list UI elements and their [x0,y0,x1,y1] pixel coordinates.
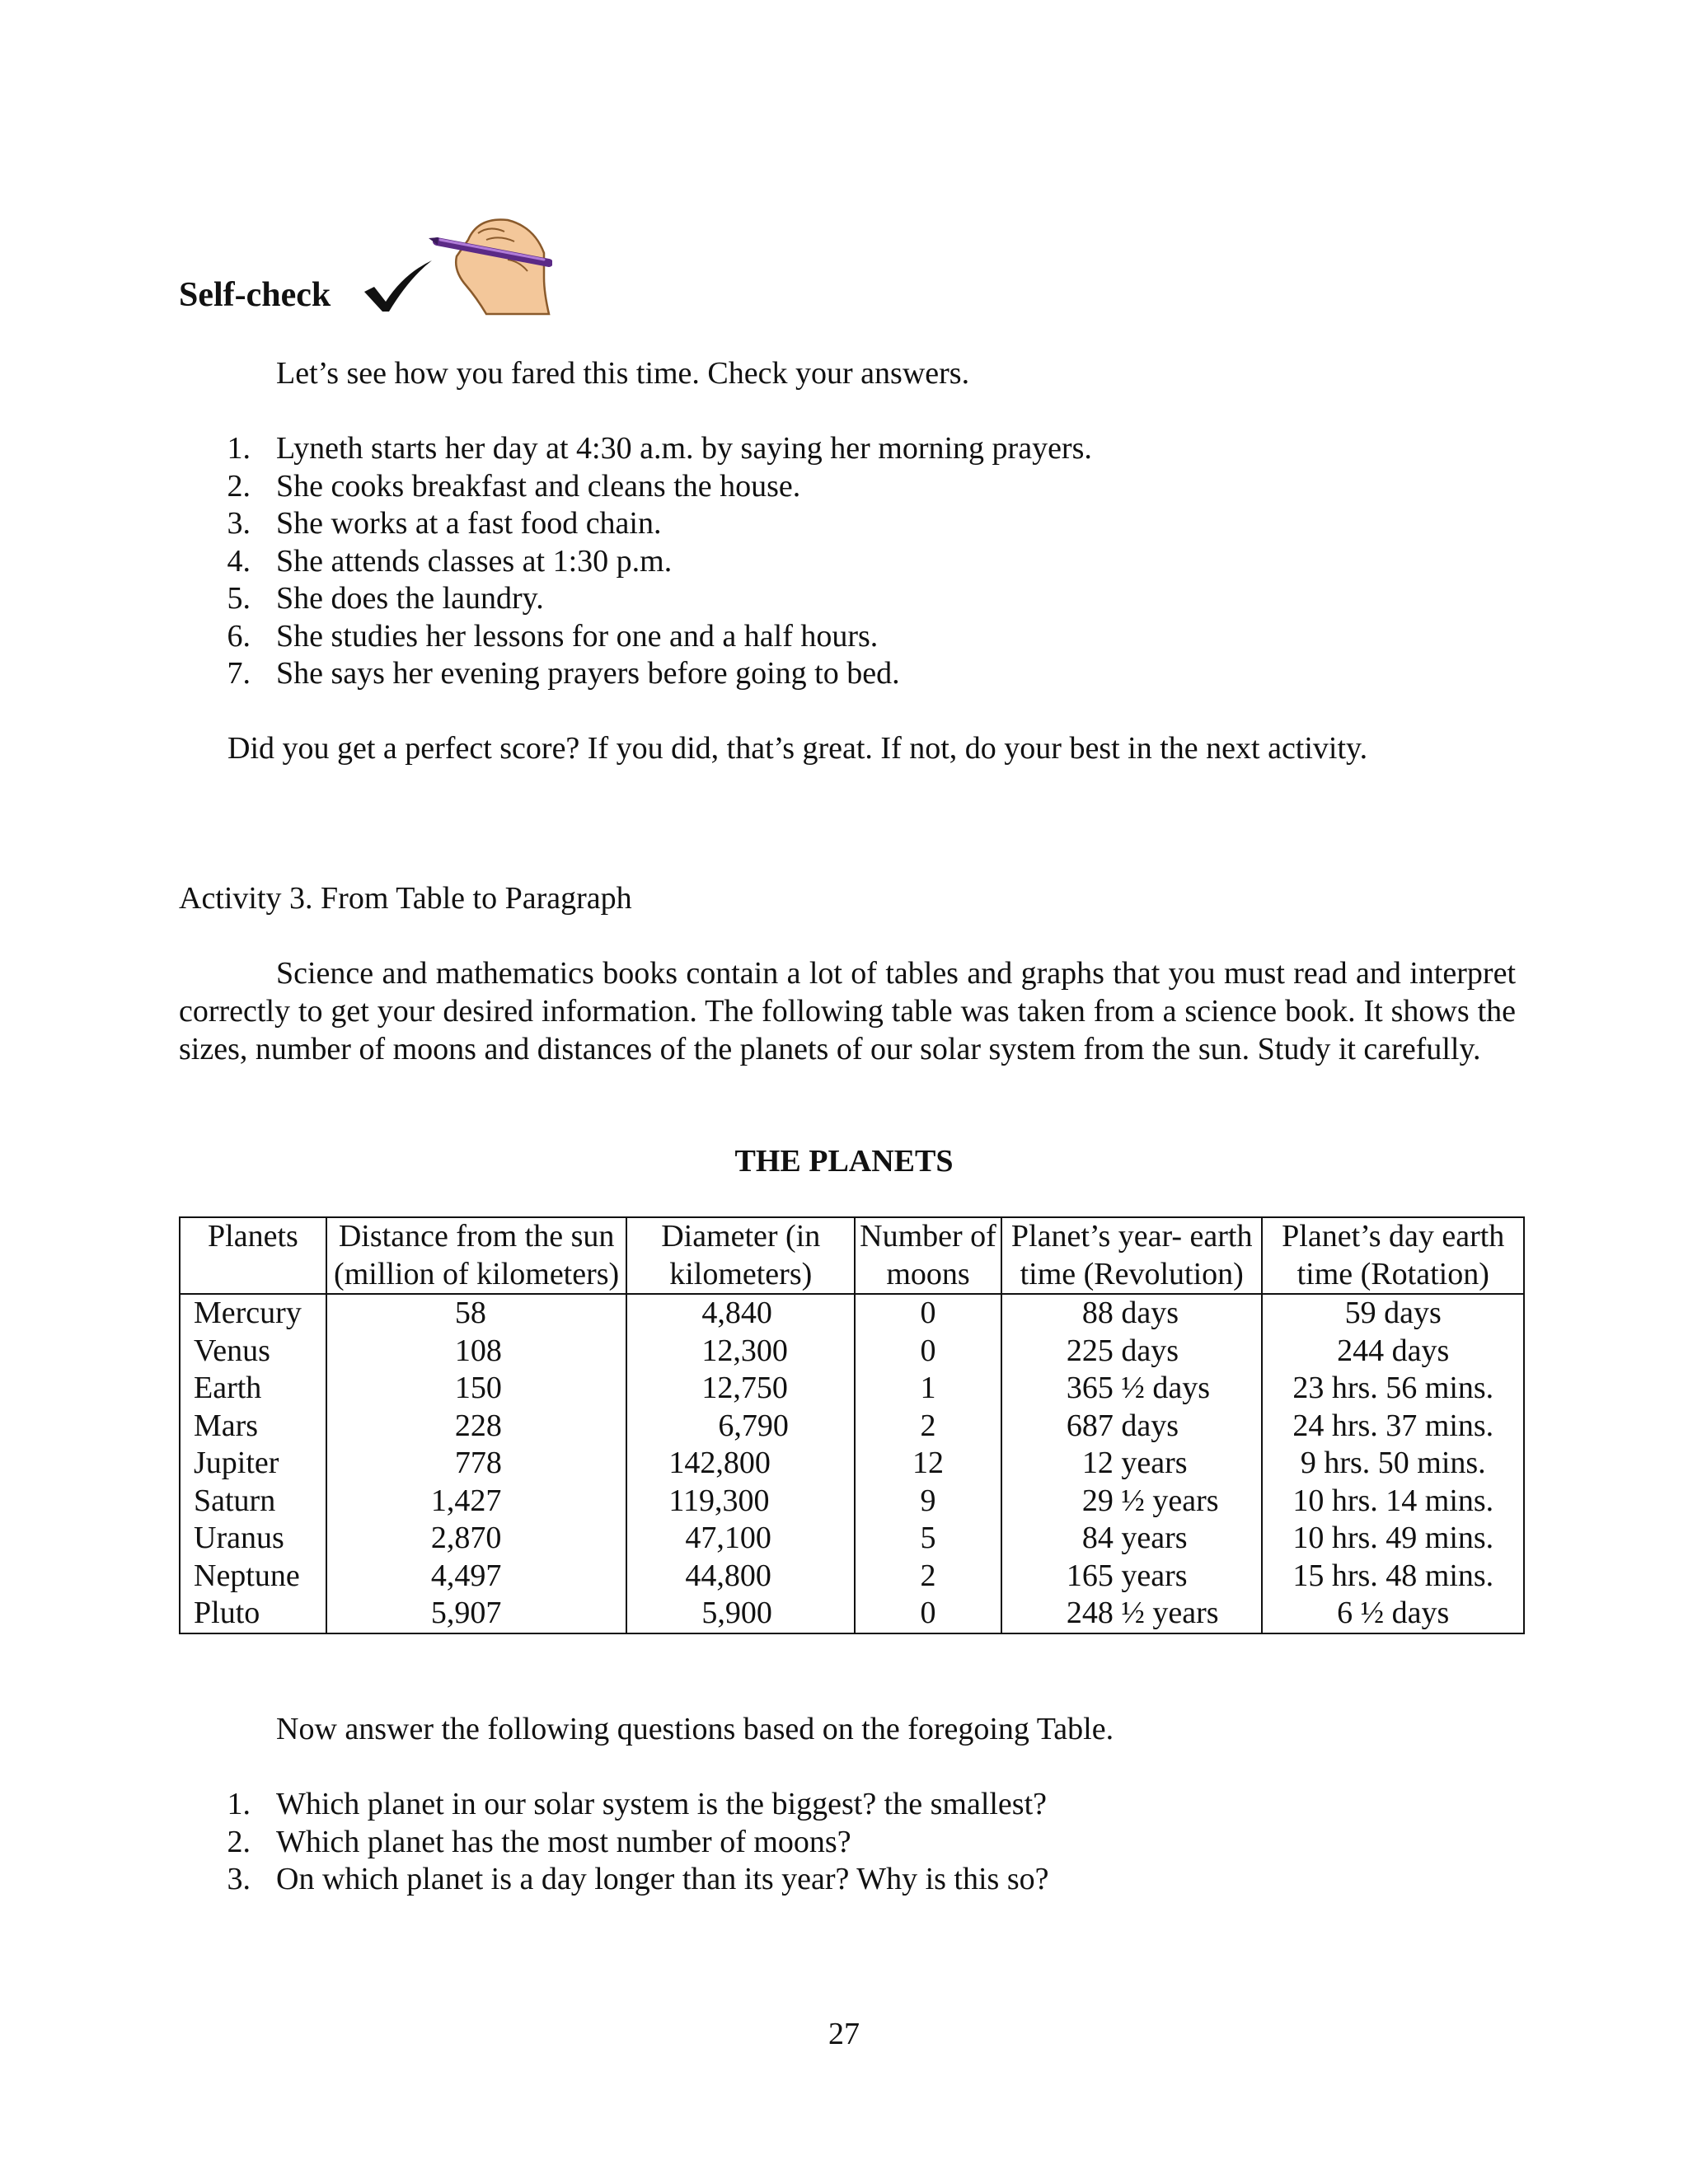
planet-name: Earth [180,1370,326,1408]
activity-title: Activity 3. From Table to Paragraph [179,881,632,916]
year-cell: 88 days [1001,1294,1263,1333]
writing-hand-icon [429,210,552,317]
list-number: 3. [227,506,251,541]
answer-text: She cooks breakfast and cleans the house. [276,469,801,504]
diameter-cell: 142,800 [626,1445,855,1483]
answer-text: Lyneth starts her day at 4:30 a.m. by saying her morning prayers. [276,431,1092,466]
moons-cell: 2 [855,1558,1001,1596]
table-header-row [180,1217,1524,1294]
questions-intro: Now answer the following questions based on the foregoing Table. [276,1712,1114,1746]
column-header: Diameter (in kilometers) [626,1217,855,1294]
moons-cell: 1 [855,1370,1001,1408]
year-cell: 29 ½ years [1001,1483,1263,1521]
list-number: 1. [227,431,251,466]
list-number: 6. [227,619,251,654]
day-cell: 59 days [1262,1294,1524,1333]
year-cell: 84 years [1001,1520,1263,1558]
checkmark-icon [361,257,435,315]
planet-name: Pluto [180,1595,326,1633]
distance-cell: 150 [326,1370,626,1408]
year-cell: 248 ½ years [1001,1595,1263,1633]
distance-cell: 4,497 [326,1558,626,1596]
moons-cell: 5 [855,1520,1001,1558]
list-number: 5. [227,581,251,616]
table-row [180,1595,1524,1633]
diameter-cell: 44,800 [626,1558,855,1596]
planet-name: Saturn [180,1483,326,1521]
diameter-cell: 6,790 [626,1408,855,1446]
day-cell: 23 hrs. 56 mins. [1262,1370,1524,1408]
answer-text: She says her evening prayers before going to bed. [276,656,900,691]
column-header: Distance from the sun (million of kilometers) [326,1217,626,1294]
day-cell: 10 hrs. 49 mins. [1262,1520,1524,1558]
list-number: 2. [227,469,251,504]
column-header: Planet’s day earth time (Rotation) [1262,1217,1524,1294]
year-cell: 365 ½ days [1001,1370,1263,1408]
answer-text: She attends classes at 1:30 p.m. [276,544,673,579]
table-row [180,1483,1524,1521]
planet-name: Uranus [180,1520,326,1558]
list-number: 1. [227,1787,251,1821]
diameter-cell: 119,300 [626,1483,855,1521]
diameter-cell: 12,300 [626,1333,855,1371]
day-cell: 10 hrs. 14 mins. [1262,1483,1524,1521]
distance-cell: 2,870 [326,1520,626,1558]
moons-cell: 2 [855,1408,1001,1446]
answer-text: She works at a fast food chain. [276,506,662,541]
planets-table [179,1216,1525,1634]
planet-name: Neptune [180,1558,326,1596]
list-number: 2. [227,1825,251,1859]
planet-name: Mars [180,1408,326,1446]
moons-cell: 0 [855,1294,1001,1333]
list-number: 7. [227,656,251,691]
distance-cell: 5,907 [326,1595,626,1633]
table-row [180,1445,1524,1483]
question-text: Which planet has the most number of moons? [276,1825,851,1859]
planet-name: Venus [180,1333,326,1371]
self-check-title: Self-check [179,276,331,314]
moons-cell: 12 [855,1445,1001,1483]
diameter-cell: 47,100 [626,1520,855,1558]
self-check-closing: Did you get a perfect score? If you did, that’s great. If not, do your best in the next activity. [227,731,1368,766]
distance-cell: 778 [326,1445,626,1483]
activity-paragraph-text: Science and mathematics books contain a lot of tables and graphs that you must read and interpret correctly to get your desired information. The following table was taken from a science book. It shows the sizes, number of moons and distances of the planets of our solar system from the sun. Study it carefully. [179,956,1516,1066]
distance-cell: 1,427 [326,1483,626,1521]
diameter-cell: 4,840 [626,1294,855,1333]
distance-cell: 228 [326,1408,626,1446]
question-text: Which planet in our solar system is the biggest? the smallest? [276,1787,1048,1821]
year-cell: 165 years [1001,1558,1263,1596]
day-cell: 15 hrs. 48 mins. [1262,1558,1524,1596]
moons-cell: 0 [855,1595,1001,1633]
column-header: Number of moons [855,1217,1001,1294]
table-row [180,1408,1524,1446]
list-number: 3. [227,1862,251,1896]
diameter-cell: 12,750 [626,1370,855,1408]
day-cell: 9 hrs. 50 mins. [1262,1445,1524,1483]
day-cell: 244 days [1262,1333,1524,1371]
planet-name: Jupiter [180,1445,326,1483]
moons-cell: 0 [855,1333,1001,1371]
moons-cell: 9 [855,1483,1001,1521]
self-check-intro: Let’s see how you fared this time. Check your answers. [276,356,970,391]
question-text: On which planet is a day longer than its year? Why is this so? [276,1862,1049,1896]
table-row [180,1520,1524,1558]
distance-cell: 108 [326,1333,626,1371]
list-number: 4. [227,544,251,579]
table-row [180,1333,1524,1371]
column-header: Planet’s year- earth time (Revolution) [1001,1217,1263,1294]
year-cell: 225 days [1001,1333,1263,1371]
answer-text: She studies her lessons for one and a half hours. [276,619,879,654]
planet-name: Mercury [180,1294,326,1333]
column-header: Planets [180,1217,326,1294]
answer-text: She does the laundry. [276,581,544,616]
diameter-cell: 5,900 [626,1595,855,1633]
year-cell: 687 days [1001,1408,1263,1446]
table-row [180,1294,1524,1333]
day-cell: 24 hrs. 37 mins. [1262,1408,1524,1446]
page-number: 27 [828,2017,860,2051]
activity-paragraph [179,954,1516,1068]
distance-cell: 58 [326,1294,626,1333]
table-row [180,1558,1524,1596]
year-cell: 12 years [1001,1445,1263,1483]
table-title: THE PLANETS [734,1144,954,1179]
table-row [180,1370,1524,1408]
day-cell: 6 ½ days [1262,1595,1524,1633]
